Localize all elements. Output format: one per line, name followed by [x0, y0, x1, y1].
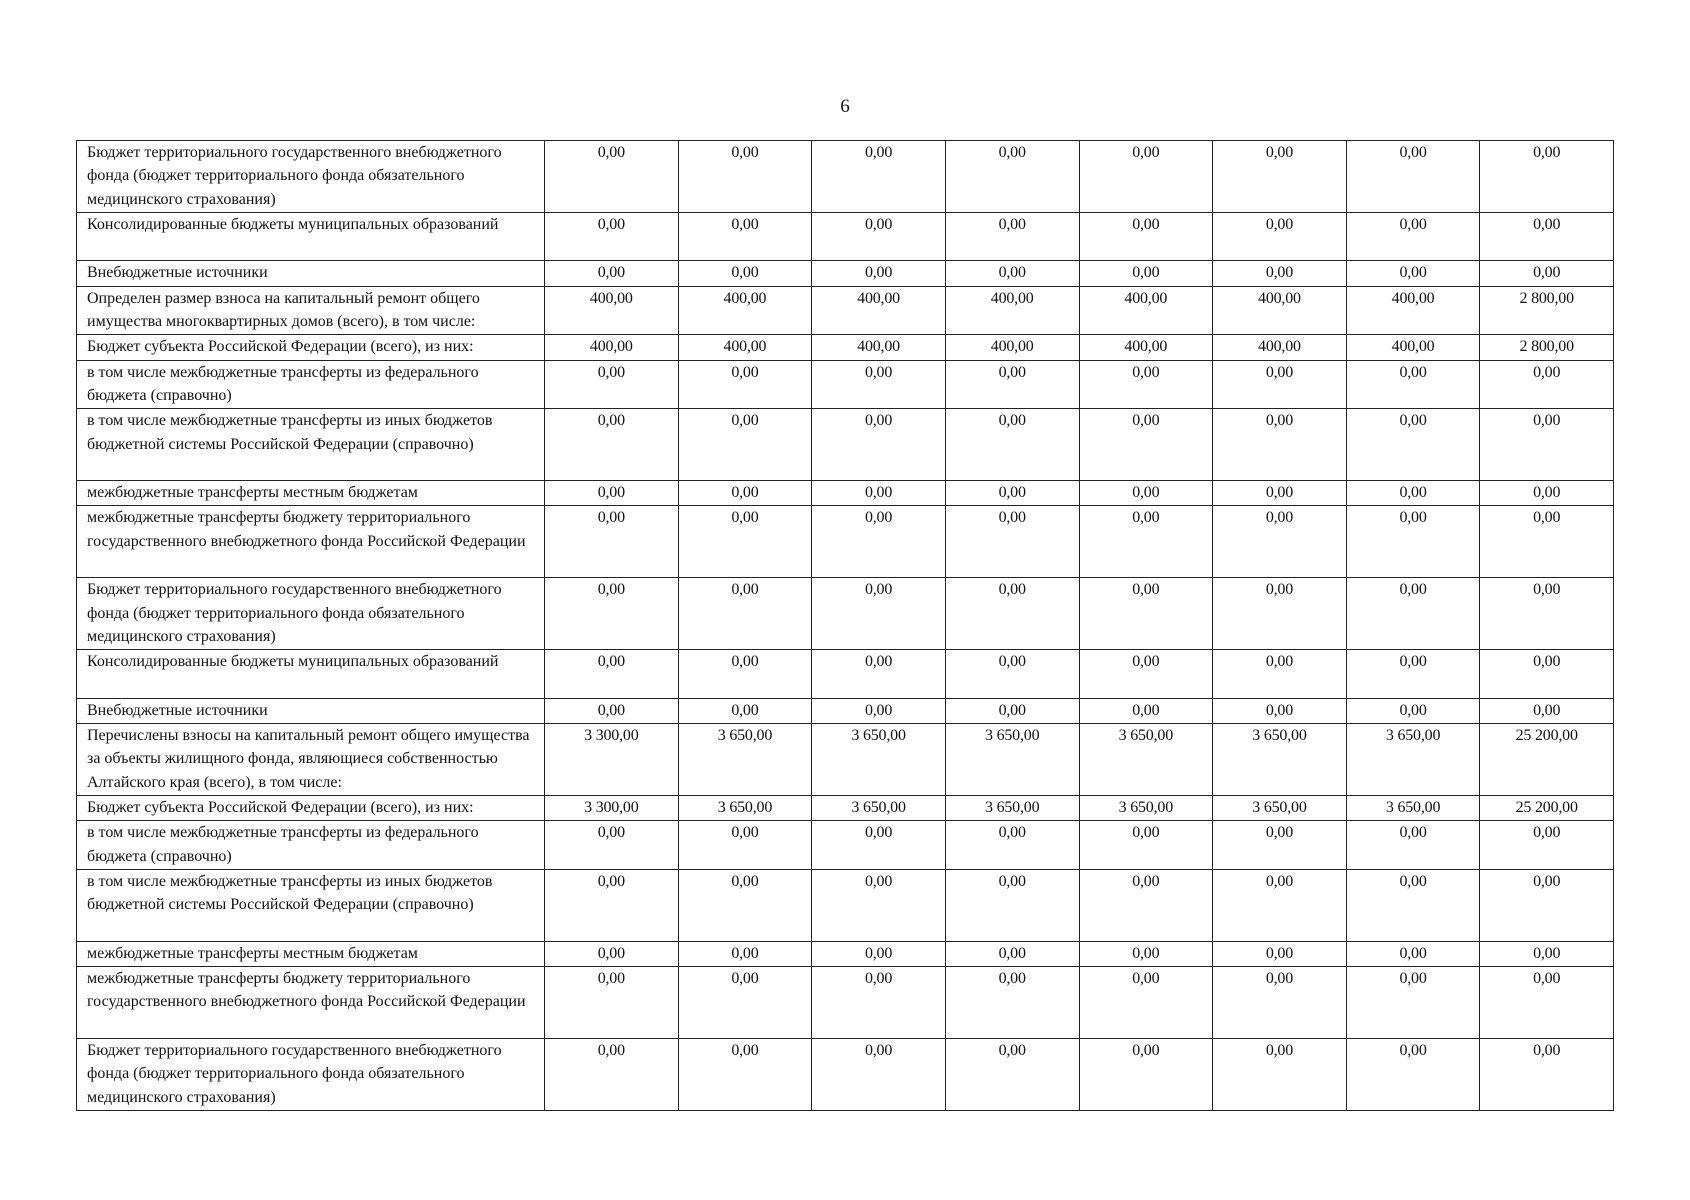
value-cell: 0,00	[1346, 1038, 1480, 1110]
value-cell: 0,00	[545, 698, 679, 723]
value-cell: 0,00	[812, 650, 946, 699]
value-cell: 0,00	[1480, 506, 1614, 578]
value-cell: 0,00	[945, 141, 1079, 213]
value-cell: 0,00	[545, 578, 679, 650]
value-cell: 0,00	[678, 481, 812, 506]
value-cell: 2 800,00	[1480, 286, 1614, 335]
table-row	[77, 141, 1614, 213]
value-cell: 0,00	[1480, 360, 1614, 409]
value-cell: 0,00	[1480, 261, 1614, 286]
value-cell: 0,00	[1346, 360, 1480, 409]
row-label: в том числе межбюджетные трансферты из иных бюджетов бюджетной системы Российской Федерации (справочно)	[77, 869, 545, 941]
value-cell: 0,00	[1480, 967, 1614, 1039]
value-cell: 0,00	[678, 650, 812, 699]
value-cell: 0,00	[812, 506, 946, 578]
value-cell: 0,00	[1346, 506, 1480, 578]
row-label: Внебюджетные источники	[77, 261, 545, 286]
table-row	[77, 724, 1614, 796]
value-cell: 3 650,00	[812, 796, 946, 821]
value-cell: 0,00	[1346, 698, 1480, 723]
value-cell: 0,00	[812, 821, 946, 870]
value-cell: 400,00	[1079, 335, 1213, 360]
value-cell: 0,00	[545, 967, 679, 1039]
value-cell: 3 650,00	[678, 724, 812, 796]
value-cell: 0,00	[945, 941, 1079, 966]
row-label: в том числе межбюджетные трансферты из иных бюджетов бюджетной системы Российской Федерации (справочно)	[77, 409, 545, 481]
value-cell: 0,00	[1213, 578, 1347, 650]
value-cell: 0,00	[945, 506, 1079, 578]
table-row	[77, 650, 1614, 699]
value-cell: 3 650,00	[945, 724, 1079, 796]
value-cell: 0,00	[1346, 967, 1480, 1039]
value-cell: 0,00	[1480, 821, 1614, 870]
value-cell: 400,00	[1213, 335, 1347, 360]
value-cell: 0,00	[1213, 212, 1347, 261]
value-cell: 400,00	[1079, 286, 1213, 335]
value-cell: 0,00	[1079, 261, 1213, 286]
row-label: Бюджет субъекта Российской Федерации (всего), из них:	[77, 796, 545, 821]
table-row	[77, 698, 1614, 723]
value-cell: 0,00	[812, 967, 946, 1039]
value-cell: 0,00	[1480, 409, 1614, 481]
table-row	[77, 286, 1614, 335]
value-cell: 0,00	[678, 506, 812, 578]
value-cell: 400,00	[678, 335, 812, 360]
value-cell: 0,00	[1079, 821, 1213, 870]
value-cell: 0,00	[812, 869, 946, 941]
value-cell: 0,00	[1346, 650, 1480, 699]
value-cell: 0,00	[1346, 212, 1480, 261]
value-cell: 0,00	[1213, 821, 1347, 870]
value-cell: 0,00	[1079, 212, 1213, 261]
table-row	[77, 1038, 1614, 1110]
value-cell: 0,00	[945, 1038, 1079, 1110]
value-cell: 400,00	[1346, 286, 1480, 335]
value-cell: 0,00	[678, 261, 812, 286]
row-label: Определен размер взноса на капитальный ремонт общего имущества многоквартирных домов (всего), в том числе:	[77, 286, 545, 335]
value-cell: 3 650,00	[1346, 796, 1480, 821]
value-cell: 3 650,00	[678, 796, 812, 821]
value-cell: 0,00	[678, 578, 812, 650]
value-cell: 0,00	[1480, 578, 1614, 650]
value-cell: 0,00	[545, 1038, 679, 1110]
value-cell: 0,00	[1480, 941, 1614, 966]
row-label: в том числе межбюджетные трансферты из федерального бюджета (справочно)	[77, 821, 545, 870]
value-cell: 0,00	[945, 409, 1079, 481]
value-cell: 0,00	[1213, 1038, 1347, 1110]
row-label: Бюджет территориального государственного внебюджетного фонда (бюджет территориального фонда обязательного медицинского страхования)	[77, 141, 545, 213]
value-cell: 0,00	[678, 698, 812, 723]
value-cell: 0,00	[945, 212, 1079, 261]
value-cell: 400,00	[545, 286, 679, 335]
budget-table	[76, 140, 1614, 1111]
value-cell: 0,00	[945, 578, 1079, 650]
value-cell: 0,00	[678, 941, 812, 966]
value-cell: 0,00	[1213, 481, 1347, 506]
table-row	[77, 967, 1614, 1039]
value-cell: 0,00	[1079, 481, 1213, 506]
value-cell: 0,00	[945, 360, 1079, 409]
value-cell: 0,00	[1079, 650, 1213, 699]
value-cell: 0,00	[1346, 821, 1480, 870]
value-cell: 0,00	[1213, 698, 1347, 723]
value-cell: 0,00	[678, 967, 812, 1039]
value-cell: 0,00	[1480, 141, 1614, 213]
value-cell: 0,00	[812, 941, 946, 966]
value-cell: 0,00	[812, 261, 946, 286]
value-cell: 0,00	[545, 821, 679, 870]
value-cell: 0,00	[678, 212, 812, 261]
value-cell: 0,00	[1346, 578, 1480, 650]
value-cell: 0,00	[1213, 869, 1347, 941]
row-label: Перечислены взносы на капитальный ремонт общего имущества за объекты жилищного фонда, являющиеся собственностью Алтайского края (всего), в том числе:	[77, 724, 545, 796]
table-row	[77, 796, 1614, 821]
row-label: в том числе межбюджетные трансферты из федерального бюджета (справочно)	[77, 360, 545, 409]
value-cell: 0,00	[545, 869, 679, 941]
value-cell: 0,00	[1079, 506, 1213, 578]
table-body	[77, 141, 1614, 1111]
value-cell: 3 650,00	[812, 724, 946, 796]
value-cell: 0,00	[812, 698, 946, 723]
row-label: Внебюджетные источники	[77, 698, 545, 723]
value-cell: 3 650,00	[1079, 724, 1213, 796]
value-cell: 0,00	[1480, 650, 1614, 699]
table-row	[77, 481, 1614, 506]
value-cell: 0,00	[1346, 141, 1480, 213]
value-cell: 3 650,00	[1346, 724, 1480, 796]
value-cell: 0,00	[545, 360, 679, 409]
value-cell: 0,00	[1480, 212, 1614, 261]
value-cell: 0,00	[545, 261, 679, 286]
value-cell: 3 650,00	[1213, 796, 1347, 821]
table-row	[77, 506, 1614, 578]
value-cell: 0,00	[1480, 1038, 1614, 1110]
table-row	[77, 212, 1614, 261]
row-label: Бюджет территориального государственного внебюджетного фонда (бюджет территориального фонда обязательного медицинского страхования)	[77, 1038, 545, 1110]
value-cell: 400,00	[812, 335, 946, 360]
row-label: межбюджетные трансферты бюджету территориального государственного внебюджетного фонда Российской Федерации	[77, 506, 545, 578]
value-cell: 0,00	[678, 869, 812, 941]
value-cell: 400,00	[945, 286, 1079, 335]
value-cell: 0,00	[1079, 967, 1213, 1039]
value-cell: 0,00	[1213, 967, 1347, 1039]
value-cell: 0,00	[1079, 698, 1213, 723]
value-cell: 0,00	[545, 212, 679, 261]
value-cell: 0,00	[1079, 360, 1213, 409]
value-cell: 0,00	[1213, 360, 1347, 409]
table-row	[77, 821, 1614, 870]
value-cell: 400,00	[678, 286, 812, 335]
value-cell: 2 800,00	[1480, 335, 1614, 360]
value-cell: 0,00	[545, 409, 679, 481]
page-number: 6	[840, 96, 850, 117]
row-label: Консолидированные бюджеты муниципальных образований	[77, 212, 545, 261]
row-label: межбюджетные трансферты местным бюджетам	[77, 481, 545, 506]
row-label: межбюджетные трансферты бюджету территориального государственного внебюджетного фонда Российской Федерации	[77, 967, 545, 1039]
row-label: Бюджет территориального государственного внебюджетного фонда (бюджет территориального фонда обязательного медицинского страхования)	[77, 578, 545, 650]
value-cell: 400,00	[1213, 286, 1347, 335]
table-row	[77, 409, 1614, 481]
value-cell: 0,00	[545, 141, 679, 213]
value-cell: 0,00	[678, 141, 812, 213]
value-cell: 0,00	[1213, 409, 1347, 481]
value-cell: 0,00	[945, 261, 1079, 286]
table-row	[77, 261, 1614, 286]
value-cell: 400,00	[545, 335, 679, 360]
value-cell: 0,00	[812, 409, 946, 481]
value-cell: 0,00	[1213, 650, 1347, 699]
value-cell: 0,00	[945, 869, 1079, 941]
value-cell: 0,00	[1079, 141, 1213, 213]
value-cell: 0,00	[678, 360, 812, 409]
value-cell: 0,00	[545, 650, 679, 699]
value-cell: 3 650,00	[1213, 724, 1347, 796]
value-cell: 0,00	[812, 360, 946, 409]
value-cell: 0,00	[1079, 941, 1213, 966]
value-cell: 0,00	[1079, 409, 1213, 481]
value-cell: 0,00	[545, 941, 679, 966]
value-cell: 3 650,00	[1079, 796, 1213, 821]
value-cell: 0,00	[945, 967, 1079, 1039]
value-cell: 400,00	[945, 335, 1079, 360]
value-cell: 0,00	[545, 506, 679, 578]
value-cell: 400,00	[812, 286, 946, 335]
value-cell: 3 300,00	[545, 796, 679, 821]
value-cell: 0,00	[1346, 409, 1480, 481]
value-cell: 0,00	[1480, 698, 1614, 723]
value-cell: 0,00	[678, 1038, 812, 1110]
value-cell: 0,00	[812, 1038, 946, 1110]
table-row	[77, 335, 1614, 360]
value-cell: 0,00	[678, 409, 812, 481]
value-cell: 0,00	[678, 821, 812, 870]
value-cell: 3 300,00	[545, 724, 679, 796]
value-cell: 0,00	[1346, 261, 1480, 286]
value-cell: 0,00	[945, 698, 1079, 723]
value-cell: 0,00	[1213, 141, 1347, 213]
value-cell: 0,00	[1346, 481, 1480, 506]
value-cell: 25 200,00	[1480, 796, 1614, 821]
value-cell: 0,00	[1079, 1038, 1213, 1110]
value-cell: 0,00	[812, 212, 946, 261]
table-row	[77, 578, 1614, 650]
table-row	[77, 869, 1614, 941]
value-cell: 0,00	[1079, 578, 1213, 650]
value-cell: 0,00	[945, 650, 1079, 699]
value-cell: 0,00	[1213, 941, 1347, 966]
value-cell: 0,00	[1480, 869, 1614, 941]
row-label: Консолидированные бюджеты муниципальных образований	[77, 650, 545, 699]
table-row	[77, 360, 1614, 409]
value-cell: 0,00	[945, 821, 1079, 870]
value-cell: 400,00	[1346, 335, 1480, 360]
value-cell: 0,00	[1480, 481, 1614, 506]
value-cell: 0,00	[1346, 941, 1480, 966]
row-label: межбюджетные трансферты местным бюджетам	[77, 941, 545, 966]
value-cell: 3 650,00	[945, 796, 1079, 821]
value-cell: 0,00	[812, 141, 946, 213]
value-cell: 0,00	[1213, 506, 1347, 578]
value-cell: 0,00	[1079, 869, 1213, 941]
value-cell: 0,00	[812, 481, 946, 506]
value-cell: 0,00	[545, 481, 679, 506]
row-label: Бюджет субъекта Российской Федерации (всего), из них:	[77, 335, 545, 360]
table-row	[77, 941, 1614, 966]
value-cell: 0,00	[1213, 261, 1347, 286]
value-cell: 0,00	[945, 481, 1079, 506]
value-cell: 25 200,00	[1480, 724, 1614, 796]
value-cell: 0,00	[812, 578, 946, 650]
value-cell: 0,00	[1346, 869, 1480, 941]
